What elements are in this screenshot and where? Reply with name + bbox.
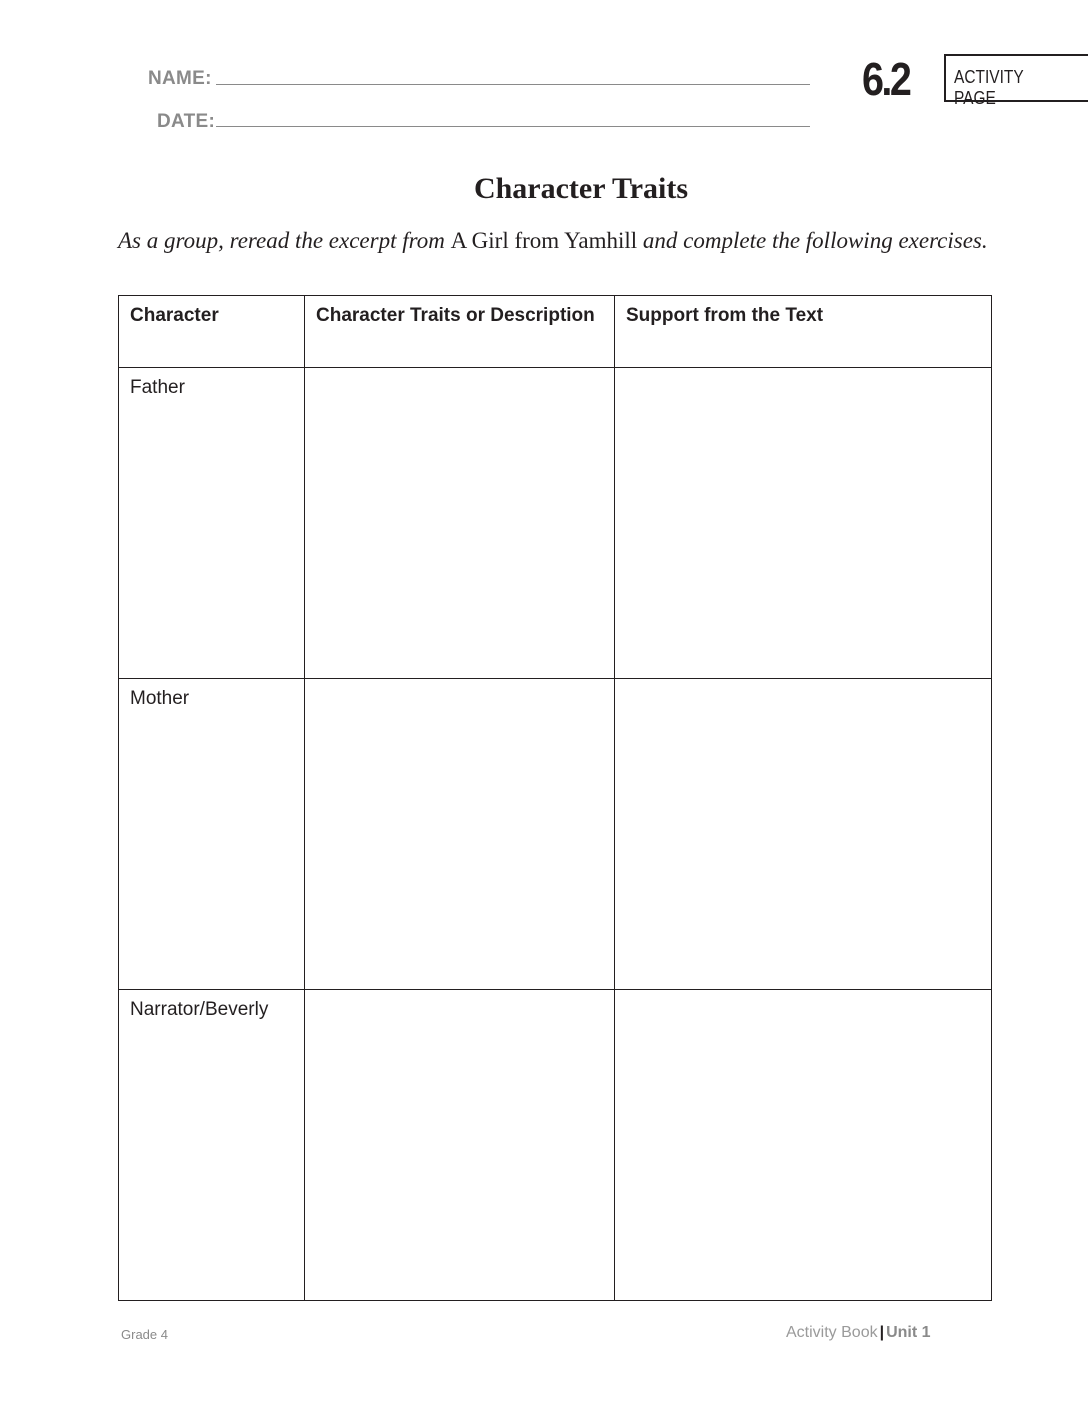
table-row	[119, 679, 992, 990]
header-traits: Character Traits or Description	[305, 296, 615, 368]
traits-cell[interactable]	[305, 990, 615, 1301]
footer-grade: Grade 4	[121, 1327, 168, 1342]
table-row	[119, 990, 992, 1301]
footer-separator: |	[879, 1324, 885, 1341]
header-support: Support from the Text	[615, 296, 992, 368]
character-cell: Father	[119, 368, 305, 679]
footer-book-info	[786, 1324, 931, 1342]
activity-page-label: ACTIVITY PAGE	[954, 67, 1024, 108]
date-label: DATE:	[157, 111, 216, 132]
book-title: A Girl from Yamhill	[450, 228, 638, 253]
name-label: NAME:	[148, 68, 212, 89]
date-field[interactable]	[216, 126, 810, 127]
character-traits-table	[118, 295, 992, 1301]
table-row	[119, 368, 992, 679]
instructions-part1: As a group, reread the excerpt from	[118, 228, 451, 253]
character-cell: Narrator/Beverly	[119, 990, 305, 1301]
footer-book: Activity Book	[786, 1324, 878, 1341]
support-cell[interactable]	[615, 990, 992, 1301]
table-header-row	[119, 296, 992, 368]
support-cell[interactable]	[615, 368, 992, 679]
traits-cell[interactable]	[305, 679, 615, 990]
instructions	[118, 228, 988, 254]
traits-cell[interactable]	[305, 368, 615, 679]
footer-unit: Unit 1	[886, 1324, 931, 1341]
character-cell: Mother	[119, 679, 305, 990]
name-field[interactable]	[216, 84, 810, 85]
instructions-part2: and complete the following exercises.	[637, 228, 988, 253]
page-title: Character Traits	[473, 172, 689, 205]
support-cell[interactable]	[615, 679, 992, 990]
header-character: Character	[119, 296, 305, 368]
activity-number: 6.2	[862, 53, 910, 105]
